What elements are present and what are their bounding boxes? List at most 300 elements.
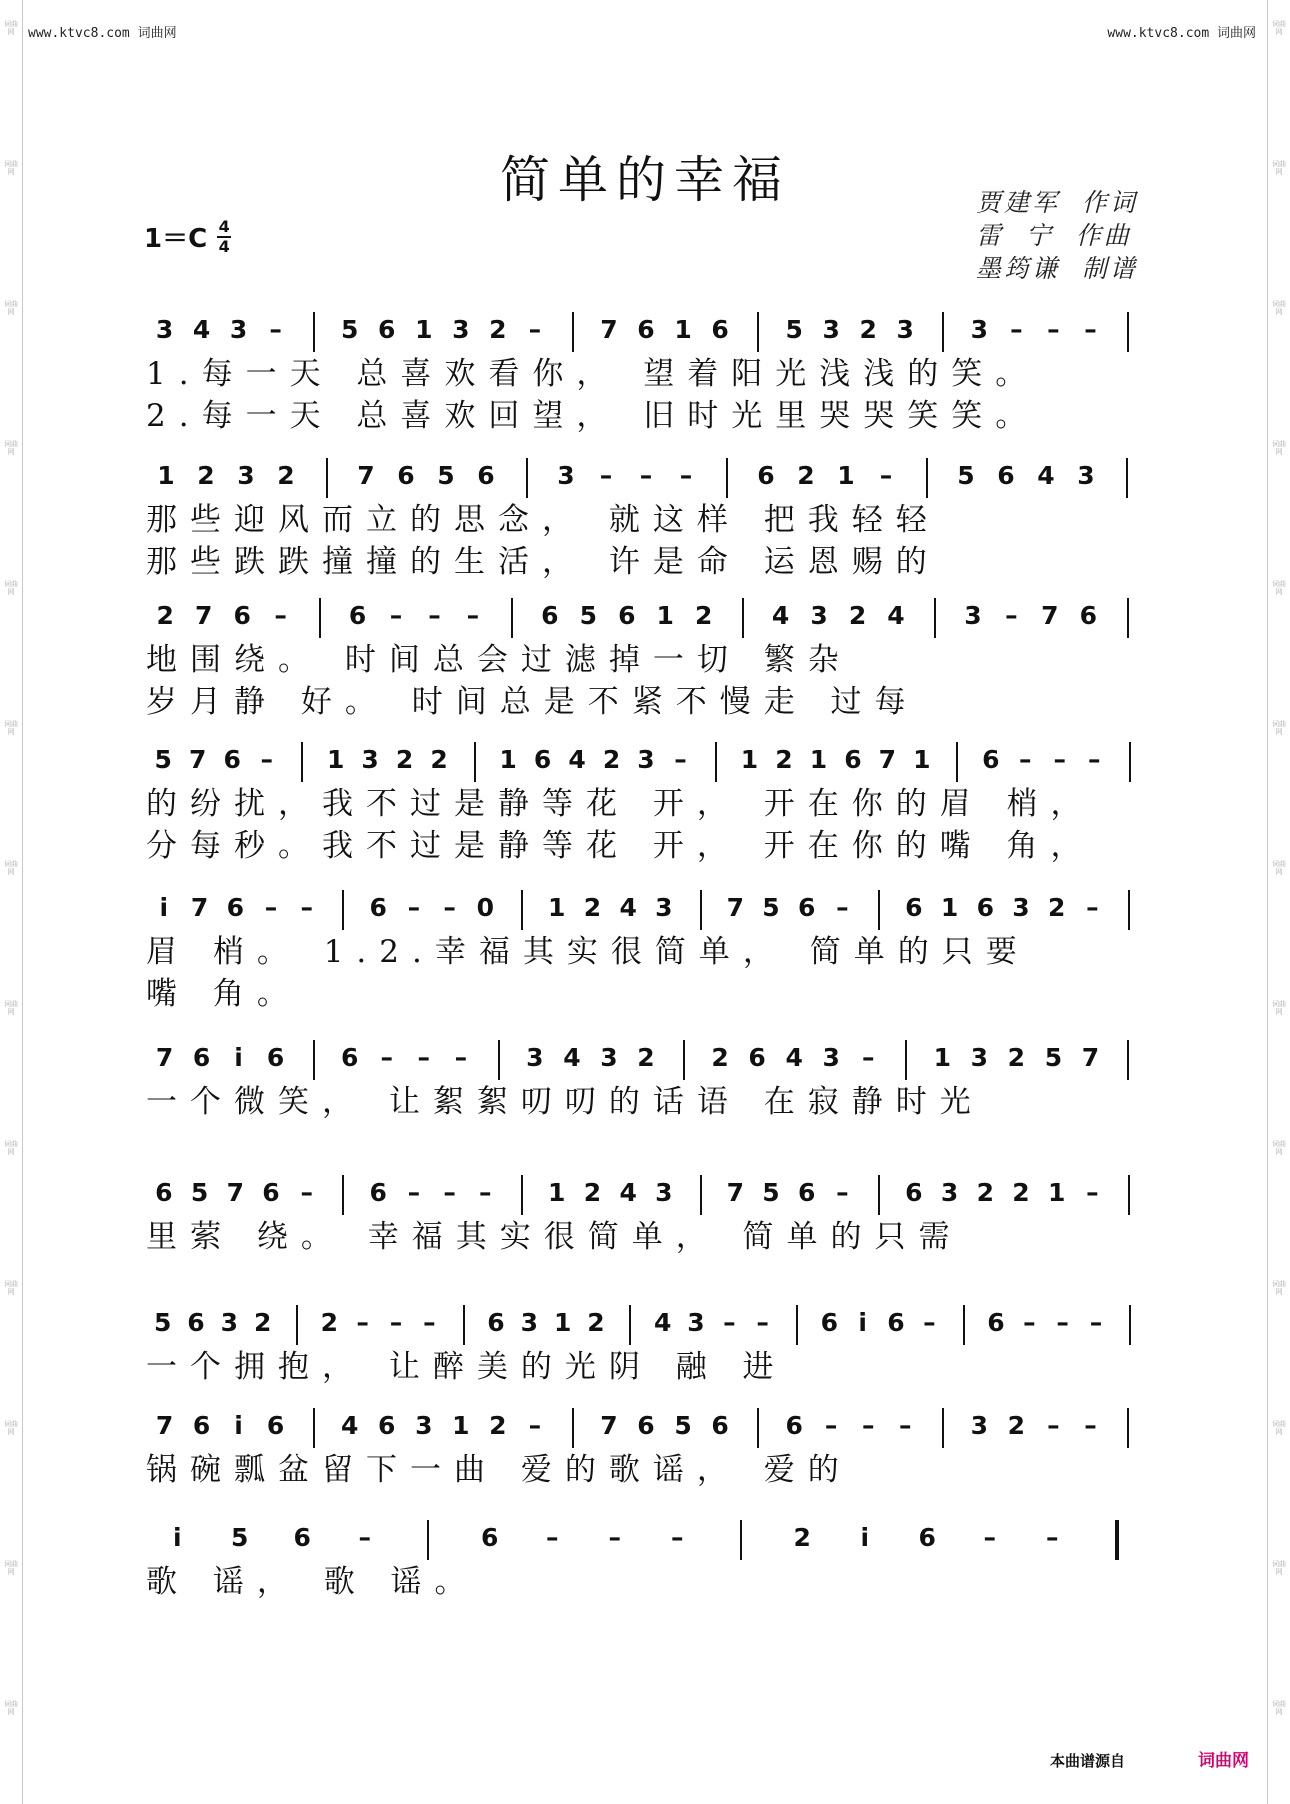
- note: 4: [341, 1411, 359, 1440]
- margin-watermark: 词曲网: [4, 1000, 18, 1016]
- dash-extension: –: [428, 601, 441, 630]
- note: 6: [844, 745, 862, 774]
- note: 1: [326, 745, 345, 774]
- repeat-end-barline: [1115, 1520, 1119, 1560]
- note: 4: [619, 893, 637, 922]
- note: 1: [548, 893, 566, 922]
- dash-extension: –: [443, 1178, 456, 1207]
- note: 5: [437, 461, 455, 490]
- note: 6: [477, 461, 495, 490]
- margin-watermark: 词曲网: [4, 440, 18, 456]
- barline: [342, 1175, 344, 1215]
- barline: [313, 1408, 315, 1448]
- dash-extension: –: [528, 315, 542, 344]
- barline: [1127, 1040, 1129, 1080]
- barline: [757, 312, 759, 352]
- note: 3: [361, 745, 379, 774]
- barline: [463, 1305, 465, 1345]
- note: 2: [253, 1308, 272, 1337]
- dash-extension: –: [1047, 315, 1060, 344]
- lyric-line: 一个拥抱， 让醉美的光阴 融 进: [146, 1349, 787, 1385]
- note: 2: [1012, 1178, 1030, 1207]
- dash-extension: –: [899, 1411, 912, 1440]
- lyric-line: 岁月静 好。 时间总是不紧不慢走 过每: [146, 684, 919, 720]
- note: 3: [452, 315, 470, 344]
- note: 2: [1007, 1043, 1026, 1072]
- dash-extension: –: [879, 461, 893, 490]
- note: i: [860, 1523, 870, 1552]
- notation-row: [146, 598, 1146, 638]
- note: 3: [526, 1043, 544, 1072]
- note: 2: [793, 1523, 811, 1552]
- dash-extension: –: [1023, 1308, 1036, 1337]
- barline: [521, 1175, 523, 1215]
- dash-extension: –: [546, 1523, 559, 1552]
- note: 5: [957, 461, 975, 490]
- key-signature: [144, 218, 231, 255]
- note: 3: [1077, 461, 1095, 490]
- lyric-line: 地围绕。 时间总会过滤掉一切 繁杂: [146, 642, 852, 678]
- margin-watermark: 词曲网: [4, 160, 18, 176]
- notation-row: [146, 1175, 1146, 1215]
- note: 3: [970, 1411, 989, 1440]
- note: i: [159, 893, 169, 922]
- note: i: [234, 1043, 243, 1072]
- barline: [878, 890, 880, 930]
- composer-credit: 雷 宁 作曲: [976, 221, 1132, 250]
- dash-extension: –: [1056, 1308, 1069, 1337]
- note: 6: [711, 1411, 729, 1440]
- note: 2: [489, 1411, 507, 1440]
- barline: [319, 598, 321, 638]
- dash-extension: –: [528, 1411, 542, 1440]
- note: 6: [637, 1411, 655, 1440]
- dash-extension: –: [679, 461, 693, 490]
- note: 5: [153, 1308, 172, 1337]
- note: 2: [320, 1308, 339, 1337]
- note: 7: [726, 1178, 744, 1207]
- dash-extension: –: [1086, 893, 1099, 922]
- note: 2: [976, 1178, 994, 1207]
- note: 3: [229, 315, 248, 344]
- dash-extension: –: [1047, 1411, 1060, 1440]
- note: 3: [687, 1308, 705, 1337]
- margin-watermark: 词曲网: [1272, 1560, 1286, 1576]
- note: 5: [154, 745, 172, 774]
- note: 2: [277, 461, 295, 490]
- note: 3: [600, 1043, 618, 1072]
- barline: [683, 1040, 685, 1080]
- note: 6: [905, 893, 923, 922]
- note: 2: [489, 315, 507, 344]
- barline: [700, 890, 702, 930]
- note: 1: [913, 745, 931, 774]
- notation-row: [146, 742, 1146, 782]
- note: 6: [887, 1308, 905, 1337]
- time-denominator: 4: [218, 236, 230, 256]
- dash-extension: –: [674, 745, 687, 774]
- barline: [926, 458, 928, 498]
- note: 3: [655, 893, 673, 922]
- dash-extension: –: [356, 1308, 369, 1337]
- note: 3: [970, 315, 989, 344]
- note: 3: [896, 315, 914, 344]
- note: i: [858, 1308, 867, 1337]
- note: 1: [415, 315, 433, 344]
- margin-watermark: 词曲网: [4, 1140, 18, 1156]
- note: 3: [822, 1043, 840, 1072]
- barline: [726, 458, 728, 498]
- margin-watermark: 词曲网: [4, 300, 18, 316]
- note: 6: [757, 461, 775, 490]
- barline: [1126, 458, 1128, 498]
- note: 2: [583, 1178, 602, 1207]
- lyric-line: 那些迎风而立的思念， 就这样 把我轻轻: [146, 502, 940, 538]
- lyric-line: 一个微笑， 让絮絮叨叨的话语 在寂静时光: [146, 1084, 984, 1120]
- note: 2: [848, 601, 867, 630]
- note: 6: [262, 1178, 280, 1207]
- source-label: 本曲谱源自: [1050, 1752, 1126, 1770]
- note: 6: [369, 893, 387, 922]
- note: 6: [378, 315, 396, 344]
- note: 6: [785, 1411, 803, 1440]
- dash-extension: –: [824, 1411, 838, 1440]
- note: 6: [348, 601, 367, 630]
- note: 3: [810, 601, 828, 630]
- note: 5: [190, 1178, 209, 1207]
- barline: [511, 598, 513, 638]
- note: 6: [918, 1523, 936, 1552]
- note: 4: [568, 745, 586, 774]
- dash-extension: –: [671, 1523, 684, 1552]
- margin-watermark: 词曲网: [4, 1420, 18, 1436]
- dash-extension: –: [423, 1308, 436, 1337]
- note: 3: [970, 1043, 989, 1072]
- dash-extension: –: [923, 1308, 936, 1337]
- dash-extension: –: [380, 1043, 393, 1072]
- dash-extension: –: [1053, 745, 1067, 774]
- note: 6: [748, 1043, 766, 1072]
- margin-watermark: 词曲网: [4, 1700, 18, 1716]
- note: 6: [533, 745, 552, 774]
- note: 7: [1081, 1043, 1100, 1072]
- barline: [572, 1408, 574, 1448]
- note: 1: [553, 1308, 572, 1337]
- source-logo[interactable]: 词曲网: [1198, 1751, 1249, 1771]
- dash-extension: –: [358, 1523, 371, 1552]
- dash-extension: –: [479, 1178, 492, 1207]
- barline: [296, 1305, 298, 1345]
- dash-extension: –: [1019, 745, 1032, 774]
- notation-row: [146, 1520, 1146, 1560]
- margin-watermark: 词曲网: [1272, 1140, 1286, 1156]
- note: 6: [711, 315, 729, 344]
- dash-extension: –: [407, 1178, 421, 1207]
- note: 6: [487, 1308, 505, 1337]
- barline: [1127, 1408, 1129, 1448]
- dash-extension: –: [1046, 1523, 1059, 1552]
- note: 7: [600, 315, 618, 344]
- note: 7: [155, 1043, 174, 1072]
- lyric-line: 眉 梢。 1.2.幸福其实很简单， 简单的只要: [146, 934, 1030, 970]
- dash-extension: –: [983, 1523, 996, 1552]
- note: 3: [220, 1308, 239, 1337]
- note: 6: [976, 893, 994, 922]
- margin-watermark: 词曲网: [1272, 300, 1286, 316]
- dash-extension: –: [836, 893, 849, 922]
- barline: [427, 1520, 429, 1560]
- notation-row: [146, 1408, 1146, 1448]
- lyricist-credit: 贾建军 作词: [976, 188, 1138, 217]
- left-margin-strip: [0, 0, 23, 1804]
- note: 4: [619, 1178, 637, 1207]
- note: 1: [548, 1178, 566, 1207]
- note: 7: [1041, 601, 1059, 630]
- note: 7: [726, 893, 744, 922]
- note: 6: [905, 1178, 923, 1207]
- note: 2: [602, 745, 621, 774]
- key-label: 1＝C: [144, 224, 208, 254]
- song-title: 简单的幸福: [500, 151, 790, 209]
- barline: [942, 1408, 944, 1448]
- margin-watermark: 词曲网: [1272, 440, 1286, 456]
- margin-watermark: 词曲网: [4, 1280, 18, 1296]
- note: 1: [1048, 1178, 1066, 1207]
- note: 3: [237, 461, 255, 490]
- note: 6: [798, 1178, 816, 1207]
- note: 6: [820, 1308, 839, 1337]
- barline: [1128, 1175, 1130, 1215]
- dash-extension: –: [1089, 1308, 1103, 1337]
- note: 3: [415, 1411, 433, 1440]
- note: 7: [878, 745, 897, 774]
- note: 6: [1079, 601, 1097, 630]
- notation-row: [146, 312, 1146, 352]
- note: 7: [189, 745, 207, 774]
- barline: [796, 1305, 798, 1345]
- note: 1: [499, 745, 517, 774]
- dash-extension: –: [608, 1523, 621, 1552]
- lyric-line: 那些跌跌撞撞的生活， 许是命 运恩赐的: [146, 544, 940, 580]
- barline: [942, 312, 944, 352]
- barline: [956, 742, 958, 782]
- barline: [313, 312, 315, 352]
- margin-watermark: 词曲网: [4, 580, 18, 596]
- note: 2: [797, 461, 815, 490]
- note: 4: [563, 1043, 581, 1072]
- note: 7: [600, 1411, 618, 1440]
- dash-extension: –: [300, 893, 313, 922]
- note: 5: [341, 315, 359, 344]
- dash-extension: –: [264, 893, 278, 922]
- dash-extension: –: [1088, 745, 1101, 774]
- dash-extension: –: [443, 893, 456, 922]
- note: 2: [587, 1308, 605, 1337]
- note: 5: [1044, 1043, 1063, 1072]
- barline: [313, 1040, 315, 1080]
- note: 6: [266, 1411, 285, 1440]
- note: 6: [233, 601, 251, 630]
- lyric-line: 歌 谣， 歌 谣。: [146, 1564, 479, 1600]
- credits: [976, 186, 1138, 285]
- note: 1: [656, 601, 674, 630]
- notation-row: [146, 458, 1146, 498]
- barline: [629, 1305, 631, 1345]
- note: 6: [618, 601, 636, 630]
- note: 1: [674, 315, 692, 344]
- note: 3: [557, 461, 575, 490]
- note: 2: [711, 1043, 729, 1072]
- note: 6: [378, 1411, 396, 1440]
- margin-watermark: 词曲网: [4, 860, 18, 876]
- dash-extension: –: [1084, 1411, 1097, 1440]
- barline: [474, 742, 476, 782]
- site-url-right[interactable]: www.ktvc8.com 词曲网: [1107, 26, 1256, 41]
- barline: [498, 1040, 500, 1080]
- barline: [1129, 742, 1131, 782]
- note: 6: [341, 1043, 359, 1072]
- note: 2: [583, 893, 602, 922]
- note: 4: [1037, 461, 1055, 490]
- site-url-left[interactable]: www.ktvc8.com 词曲网: [28, 26, 177, 41]
- note: 3: [655, 1178, 673, 1207]
- note: 2: [1048, 893, 1066, 922]
- dash-extension: –: [836, 1178, 849, 1207]
- arranger-credit: 墨筠谦 制谱: [976, 254, 1138, 283]
- note: 5: [762, 893, 780, 922]
- note: 1: [837, 461, 855, 490]
- barline: [1129, 1305, 1131, 1345]
- note: 3: [637, 745, 655, 774]
- lyric-line: 1.每一天 总喜欢看你， 望着阳光浅浅的笑。: [146, 356, 1040, 392]
- note: 6: [223, 745, 241, 774]
- lyric-line: 嘴 角。: [146, 976, 301, 1012]
- note: 6: [987, 1308, 1005, 1337]
- barline: [1127, 598, 1129, 638]
- margin-watermark: 词曲网: [1272, 860, 1286, 876]
- note: 2: [775, 745, 793, 774]
- note: 3: [155, 315, 174, 344]
- dash-extension: –: [454, 1043, 468, 1072]
- note: 4: [887, 601, 905, 630]
- note: 6: [397, 461, 415, 490]
- barline: [905, 1040, 907, 1080]
- note: 2: [156, 601, 174, 630]
- note: 2: [637, 1043, 655, 1072]
- barline: [572, 312, 574, 352]
- dash-extension: –: [599, 461, 613, 490]
- note: 6: [541, 601, 559, 630]
- dash-extension: –: [861, 1411, 875, 1440]
- dash-extension: –: [466, 601, 480, 630]
- note: 4: [785, 1043, 803, 1072]
- dash-extension: –: [639, 461, 653, 490]
- note: 1: [157, 461, 175, 490]
- dash-extension: –: [1005, 601, 1018, 630]
- barline: [521, 890, 523, 930]
- dash-extension: –: [389, 601, 403, 630]
- margin-watermark: 词曲网: [1272, 720, 1286, 736]
- note: 1: [740, 745, 759, 774]
- dash-extension: –: [1086, 1178, 1099, 1207]
- note: i: [234, 1411, 243, 1440]
- note: 0: [476, 893, 494, 922]
- note: 5: [231, 1523, 249, 1552]
- margin-watermark: 词曲网: [4, 720, 18, 736]
- note: 6: [266, 1043, 285, 1072]
- note: 5: [762, 1178, 780, 1207]
- note: 6: [226, 893, 244, 922]
- barline: [740, 1520, 742, 1560]
- note: 6: [798, 893, 816, 922]
- note: 7: [194, 601, 213, 630]
- barline: [526, 458, 528, 498]
- margin-watermark: 词曲网: [1272, 1000, 1286, 1016]
- note: 6: [155, 1178, 173, 1207]
- notation-row: [146, 890, 1146, 930]
- note: 3: [1012, 893, 1030, 922]
- barline: [342, 890, 344, 930]
- barline: [1128, 890, 1130, 930]
- barline: [742, 598, 744, 638]
- dash-extension: –: [723, 1308, 736, 1337]
- margin-watermark: 词曲网: [1272, 580, 1286, 596]
- dash-extension: –: [269, 315, 282, 344]
- margin-watermark: 词曲网: [1272, 1280, 1286, 1296]
- note: 6: [997, 461, 1015, 490]
- note: 6: [187, 1308, 205, 1337]
- barline: [757, 1408, 759, 1448]
- note: 6: [369, 1178, 387, 1207]
- note: 3: [822, 315, 840, 344]
- barline: [301, 742, 303, 782]
- lyric-line: 2.每一天 总喜欢回望， 旧时光里哭哭笑笑。: [146, 398, 1040, 434]
- note: 5: [674, 1411, 692, 1440]
- margin-watermark: 词曲网: [1272, 160, 1286, 176]
- dash-extension: –: [417, 1043, 431, 1072]
- note: 1: [809, 745, 828, 774]
- barline: [326, 458, 328, 498]
- notation-row: [146, 1040, 1146, 1080]
- lyric-line: 锅碗瓢盆留下一曲 爱的歌谣， 爱的: [146, 1452, 852, 1488]
- dash-extension: –: [274, 601, 287, 630]
- note: 4: [653, 1308, 672, 1337]
- barline: [963, 1305, 965, 1345]
- note: 1: [452, 1411, 470, 1440]
- dash-extension: –: [389, 1308, 403, 1337]
- barline: [700, 1175, 702, 1215]
- note: 1: [933, 1043, 951, 1072]
- note: i: [172, 1523, 182, 1552]
- note: 6: [192, 1411, 211, 1440]
- time-numerator: 4: [218, 216, 230, 236]
- dash-extension: –: [756, 1308, 769, 1337]
- note: 1: [940, 893, 959, 922]
- note: 7: [357, 461, 375, 490]
- note: 3: [520, 1308, 539, 1337]
- barline: [1127, 312, 1129, 352]
- margin-watermark: 词曲网: [4, 1560, 18, 1576]
- note: 6: [293, 1523, 311, 1552]
- dash-extension: –: [260, 745, 273, 774]
- dash-extension: –: [861, 1043, 875, 1072]
- lyric-line: 里萦 绕。 幸福其实很简单， 简单的只需: [146, 1219, 963, 1255]
- note: 4: [192, 315, 211, 344]
- dash-extension: –: [1084, 315, 1097, 344]
- right-margin-strip: [1267, 0, 1290, 1804]
- note: 2: [694, 601, 713, 630]
- lyric-line: 分每秒。我不过是静等花 开， 开在你的嘴 角，: [146, 828, 1095, 864]
